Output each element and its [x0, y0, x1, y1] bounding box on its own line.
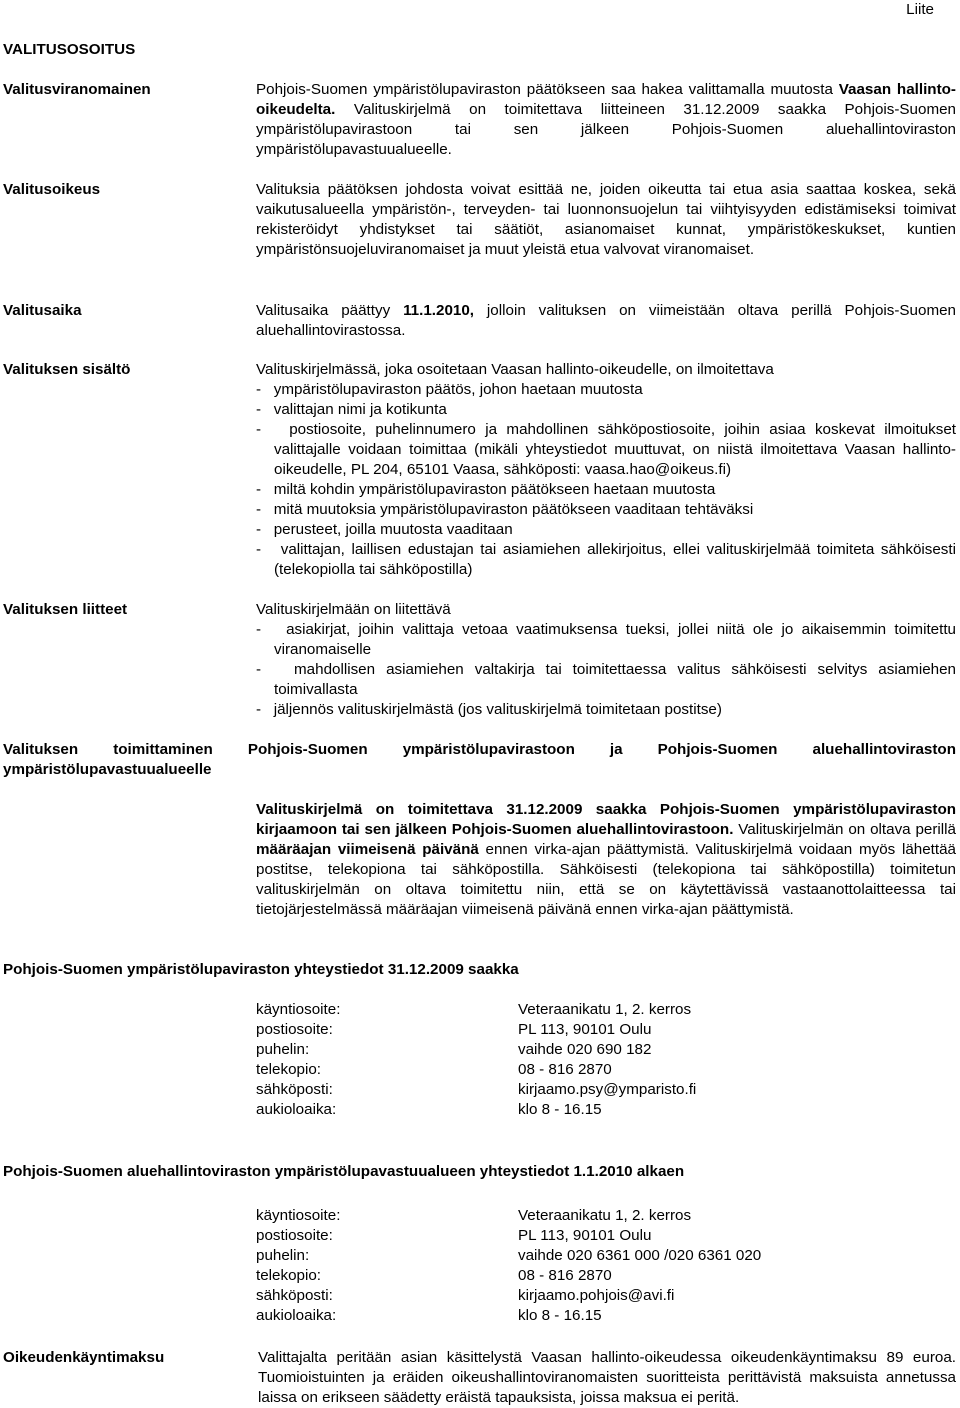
- deadline-date: 11.1.2010,: [403, 302, 475, 319]
- contact-row: [256, 1266, 761, 1286]
- contact-value: Veteraanikatu 1, 2. kerros: [518, 1001, 692, 1018]
- contact-value: 08 - 816 2870: [518, 1267, 612, 1284]
- contact-key: telekopio:: [256, 1267, 322, 1284]
- contact-key: aukioloaika:: [256, 1307, 337, 1324]
- bold-text: Valituskirjelmä on toimitettava 31.12.2009 saakka Pohjois-Suomen ympäristölupaviraston kirjaamoon tai sen jälkeen Pohjois-Suomen aluehallintovirastoon.: [256, 801, 956, 838]
- contact-value: PL 113, 90101 Oulu: [518, 1227, 652, 1244]
- contact-key: aukioloaika:: [256, 1101, 337, 1118]
- contact-value: 08 - 816 2870: [518, 1061, 612, 1078]
- text-run: Valitusaika päättyy: [256, 302, 404, 319]
- section-label: Valitusviranomainen: [3, 81, 151, 98]
- contact-key: sähköposti:: [256, 1287, 333, 1304]
- contact2-list: [256, 1206, 761, 1326]
- contact-value: kirjaamo.pohjois@avi.fi: [518, 1287, 675, 1304]
- section-label: Valituksen liitteet: [3, 601, 128, 618]
- contact1-heading: Pohjois-Suomen ympäristölupaviraston yhteystiedot 31.12.2009 saakka: [3, 961, 519, 978]
- content-list: [256, 380, 956, 580]
- text-run: Valituskirjelmän on oltava perillä: [733, 821, 956, 838]
- contact-value: vaihde 020 690 182: [518, 1041, 652, 1058]
- contact-row: [256, 1040, 696, 1060]
- contact-row: [256, 1286, 761, 1306]
- document-title: VALITUSOSOITUS: [3, 41, 136, 58]
- list-item: - jäljennös valituskirjelmästä (jos valituskirjelmä toimitetaan postitse): [256, 700, 956, 720]
- contact-row: [256, 1100, 696, 1120]
- section-label: Valitusaika: [3, 302, 82, 319]
- contact-value: klo 8 - 16.15: [518, 1101, 602, 1118]
- list-item: - miltä kohdin ympäristölupaviraston päätökseen haetaan muutosta: [256, 480, 956, 500]
- contact-row: [256, 1306, 761, 1326]
- contact-key: postiosoite:: [256, 1021, 333, 1038]
- section-body: Valittajalta peritään asian käsittelystä Vaasan hallinto-oikeudessa oikeudenkäyntimaksu 89 euroa. Tuomioistuinten ja eräiden oikeushallintoviranomaisten suoritteista perittävistä maksuista annetussa laissa on erikseen säädetty eräistä tapauksista, joissa maksua ei peritä.: [258, 1349, 956, 1406]
- attachment-list: [256, 620, 956, 720]
- section-body: [256, 600, 956, 720]
- section-aika: [3, 301, 956, 341]
- section-sisalto: [3, 360, 956, 580]
- bold-text: määräajan viimeisenä päivänä: [256, 841, 479, 858]
- contact-value: kirjaamo.psy@ymparisto.fi: [518, 1081, 697, 1098]
- contact2-heading: Pohjois-Suomen aluehallintoviraston ympäristölupavastuualueen yhteystiedot 1.1.2010 alkaen: [3, 1163, 685, 1180]
- attachment-label: Liite: [906, 1, 934, 18]
- section-body: Valituksia päätöksen johdosta voivat esittää ne, joiden oikeutta tai etua asia saattaa koskea, sekä vaikutusalueella ympäristön-, terveyden- tai luonnonsuojelun tai viihtyisyyden edistämiseksi toimivat rekisteröidyt yhdistykset tai säätiöt, asianomaiset kunnat, ympäristökeskukset, kuntien ympäristönsuojeluviranomaiset ja muut yleistä etua valvovat viranomaiset.: [256, 181, 956, 258]
- section-body: [256, 80, 956, 160]
- list-item: - ympäristölupaviraston päätös, johon haetaan muutosta: [256, 380, 956, 400]
- section-intro: Valituskirjelmässä, joka osoitetaan Vaasan hallinto-oikeudelle, on ilmoitettava: [256, 361, 774, 378]
- list-item: - valittajan, laillisen edustajan tai asiamiehen allekirjoitus, ellei valituskirjelmää toimiteta sähköisesti (telekopiolla tai sähköpostilla): [256, 540, 956, 580]
- section-maksu: [3, 1348, 956, 1408]
- section-label: Oikeudenkäyntimaksu: [3, 1349, 165, 1366]
- contact1-list: [256, 1000, 696, 1120]
- section-body: [256, 360, 956, 580]
- contact-key: puhelin:: [256, 1247, 310, 1264]
- contact-key: käyntiosoite:: [256, 1001, 341, 1018]
- text-run: jolloin valituksen on viimeistään oltava perillä Pohjois-Suomen aluehallintovirastossa.: [256, 302, 956, 339]
- contact-row: [256, 1226, 761, 1246]
- text-run: ennen virka-ajan päättymistä. Valituskirjelmä voidaan myös lähettää postitse, telekopiona tai sähköpostilla. Sähköisesti (telekopiona tai sähköpostilla) toimitetun valituskirjelmän on oltava toimitettu niin, että se on käytettävissä vastaanottolaitteessa tai tietojärjestelmässä määräajan viimeisenä päivänä ennen virka-ajan päättymistä.: [256, 841, 956, 918]
- text-run: Valituskirjelmä on toimitettava liitteineen 31.12.2009 saakka Pohjois-Suomen ympäristölupavirastoon tai sen jälkeen Pohjois-Suomen aluehallintoviraston ympäristölupavastuualueelle.: [256, 101, 956, 158]
- list-item: - mitä muutoksia ympäristölupaviraston päätökseen vaaditaan tehtäväksi: [256, 500, 956, 520]
- list-item: - perusteet, joilla muutosta vaaditaan: [256, 520, 956, 540]
- contact-key: käyntiosoite:: [256, 1207, 341, 1224]
- text-run: Pohjois-Suomen ympäristölupaviraston päätökseen saa hakea valittamalla muutosta: [256, 81, 839, 98]
- section-viranomainen: [3, 80, 956, 160]
- contact-row: [256, 1020, 696, 1040]
- list-item: - postiosoite, puhelinnumero ja mahdollinen sähköpostiosoite, joihin asiaa koskevat ilmoitukset valittajalle voidaan toimittaa (mikäli yhteystiedot muuttuvat, on niistä ilmoitettava Vaasan hallinto-oikeudelle, PL 204, 65101 Vaasa, sähköposti: vaasa.hao@oikeus.fi): [256, 420, 956, 480]
- contact-key: telekopio:: [256, 1061, 322, 1078]
- contact-key: puhelin:: [256, 1041, 310, 1058]
- contact-row: [256, 1206, 761, 1226]
- contact-value: vaihde 020 6361 000 /020 6361 020: [518, 1247, 762, 1264]
- section-oikeus: [3, 180, 956, 260]
- contact-row: [256, 1000, 696, 1020]
- contact-row: [256, 1080, 696, 1100]
- list-item: - valittajan nimi ja kotikunta: [256, 400, 956, 420]
- delivery-paragraph: [256, 800, 956, 920]
- contact-key: postiosoite:: [256, 1227, 333, 1244]
- contact-row: [256, 1246, 761, 1266]
- list-item: - mahdollisen asiamiehen valtakirja tai toimitettaessa valitus sähköisesti selvitys asiamiehen toimivallasta: [256, 660, 956, 700]
- contact-value: Veteraanikatu 1, 2. kerros: [518, 1207, 692, 1224]
- contact-row: [256, 1060, 696, 1080]
- section-intro: Valituskirjelmään on liitettävä: [256, 601, 451, 618]
- section-liitteet: [3, 600, 956, 720]
- appeal-court: Vaasan hallinto-oikeudelta.: [256, 81, 956, 118]
- section-body: [256, 301, 956, 341]
- section-label: Valitusoikeus: [3, 181, 101, 198]
- section-label: Valituksen sisältö: [3, 361, 131, 378]
- delivery-heading: Valituksen toimittaminen Pohjois-Suomen ympäristölupavirastoon ja Pohjois-Suomen aluehallintoviraston ympäristölupavastuualueelle: [3, 741, 956, 778]
- contact-value: PL 113, 90101 Oulu: [518, 1021, 652, 1038]
- contact-value: klo 8 - 16.15: [518, 1307, 602, 1324]
- contact-key: sähköposti:: [256, 1081, 333, 1098]
- list-item: - asiakirjat, joihin valittaja vetoaa vaatimuksensa tueksi, jollei niitä ole jo aikaisemmin toimitettu viranomaiselle: [256, 620, 956, 660]
